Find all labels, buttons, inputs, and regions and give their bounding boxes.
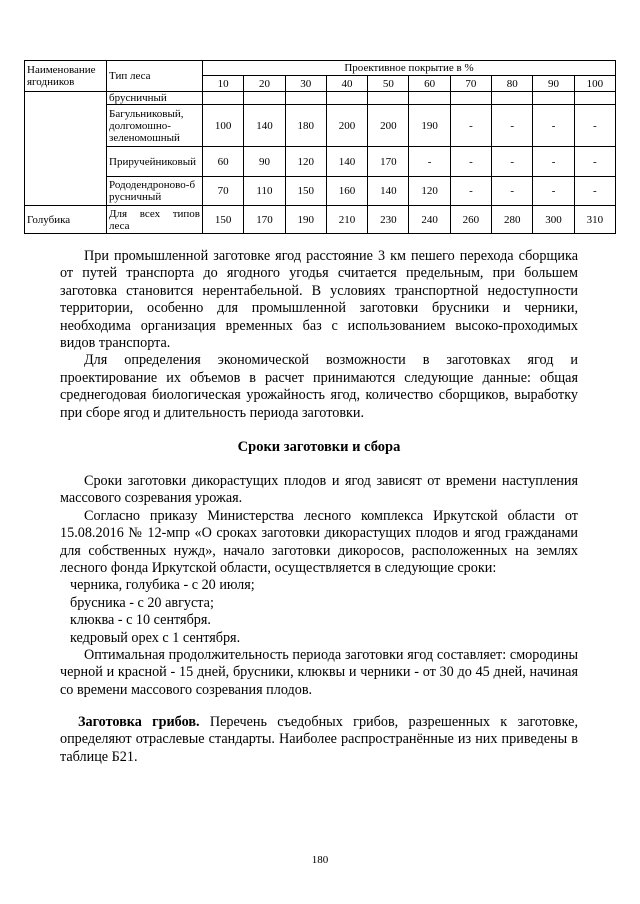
coverage-col: 80 bbox=[492, 76, 533, 92]
row-type: Для всех типов леса bbox=[107, 206, 203, 234]
cell: 300 bbox=[533, 206, 574, 234]
cell: 100 bbox=[203, 105, 244, 147]
cell: 150 bbox=[203, 206, 244, 234]
table-row bbox=[25, 177, 616, 206]
cell: - bbox=[574, 177, 615, 206]
cell bbox=[285, 92, 326, 105]
cell: 200 bbox=[368, 105, 409, 147]
cell: 160 bbox=[326, 177, 367, 206]
text-block-3 bbox=[60, 714, 578, 766]
list-item: брусника - с 20 августа; bbox=[70, 594, 214, 611]
text-block-1 bbox=[60, 248, 578, 422]
cell: - bbox=[533, 105, 574, 147]
list-item: кедровый орех с 1 сентября. bbox=[70, 629, 241, 646]
cell bbox=[492, 92, 533, 105]
cell: - bbox=[492, 177, 533, 206]
cell: 180 bbox=[285, 105, 326, 147]
cell: 70 bbox=[203, 177, 244, 206]
paragraph: Сроки заготовки дикорастущих плодов и ягод зависят от времени наступления массового созревания урожая. bbox=[60, 473, 578, 507]
cell: 170 bbox=[244, 206, 285, 234]
section-heading: Сроки заготовки и сбора bbox=[237, 439, 401, 455]
cell: 140 bbox=[368, 177, 409, 206]
cell: 120 bbox=[285, 147, 326, 177]
table-row bbox=[25, 105, 616, 147]
cell bbox=[203, 92, 244, 105]
coverage-col: 100 bbox=[574, 76, 615, 92]
row-type: Рододендроново-брусничный bbox=[107, 177, 203, 206]
cell bbox=[244, 92, 285, 105]
cell: 170 bbox=[368, 147, 409, 177]
cell: 240 bbox=[409, 206, 450, 234]
cell bbox=[533, 92, 574, 105]
cell: - bbox=[574, 147, 615, 177]
cell: - bbox=[574, 105, 615, 147]
cell: - bbox=[492, 105, 533, 147]
row-type: брусничный bbox=[107, 92, 203, 105]
coverage-col: 60 bbox=[409, 76, 450, 92]
page-number: 180 bbox=[311, 854, 329, 866]
cell: - bbox=[492, 147, 533, 177]
cell: - bbox=[533, 177, 574, 206]
coverage-col: 90 bbox=[533, 76, 574, 92]
coverage-col: 40 bbox=[326, 76, 367, 92]
col-type-header: Тип леса bbox=[107, 61, 203, 92]
cell: 190 bbox=[285, 206, 326, 234]
coverage-col: 20 bbox=[244, 76, 285, 92]
coverage-col: 50 bbox=[368, 76, 409, 92]
row-name: Голубика bbox=[25, 206, 107, 234]
cell: - bbox=[450, 147, 491, 177]
cell: 190 bbox=[409, 105, 450, 147]
list-item: черника, голубика - с 20 июля; bbox=[70, 577, 255, 594]
cell: - bbox=[450, 177, 491, 206]
cell: 140 bbox=[244, 105, 285, 147]
coverage-col: 30 bbox=[285, 76, 326, 92]
col-name-header: Наименование ягодников bbox=[25, 61, 107, 92]
bold-lead: Заготовка грибов. bbox=[78, 714, 200, 730]
cell: 90 bbox=[244, 147, 285, 177]
cell: 310 bbox=[574, 206, 615, 234]
berry-yield-table bbox=[24, 60, 616, 234]
cell: 60 bbox=[203, 147, 244, 177]
cell: 260 bbox=[450, 206, 491, 234]
cell bbox=[574, 92, 615, 105]
table-row bbox=[25, 92, 616, 105]
row-type: Багульниковый, долгомошно-зеленомошный bbox=[107, 105, 203, 147]
table-row bbox=[25, 206, 616, 234]
cell: - bbox=[450, 105, 491, 147]
paragraph: Согласно приказу Министерства лесного комплекса Иркутской области от 15.08.2016 № 12-мпр «О сроках заготовки дикорастущих плодов и ягод гражданами для собственных нужд», начало заготовки дикоросов, расположенных на землях лесного фонда Иркутской области, осуществляется в следующие сроки: bbox=[60, 507, 578, 577]
cell: 140 bbox=[326, 147, 367, 177]
row-type: Приручейниковый bbox=[107, 147, 203, 177]
table-row bbox=[25, 147, 616, 177]
paragraph bbox=[60, 714, 578, 766]
cell bbox=[450, 92, 491, 105]
coverage-col: 70 bbox=[450, 76, 491, 92]
cell: 210 bbox=[326, 206, 367, 234]
cell: 120 bbox=[409, 177, 450, 206]
cell bbox=[368, 92, 409, 105]
coverage-header: Проективное покрытие в % bbox=[203, 61, 616, 76]
cell: 110 bbox=[244, 177, 285, 206]
cell: - bbox=[409, 147, 450, 177]
table-header-row bbox=[25, 61, 616, 76]
cell bbox=[409, 92, 450, 105]
list-item: клюква - с 10 сентября. bbox=[70, 612, 211, 629]
cell: 230 bbox=[368, 206, 409, 234]
cell: 200 bbox=[326, 105, 367, 147]
paragraph: При промышленной заготовке ягод расстояние 3 км пешего перехода сборщика от путей транспорта до ягодного угодья считается предельным, при большем заготовка становится нерентабельной. В условиях транспортной недоступности территории, особенно для промышленной заготовки брусники и черники, необходима организация временных баз с использованием высоко-проходимых видов транспорта. bbox=[60, 248, 578, 352]
cell: 150 bbox=[285, 177, 326, 206]
paragraph: Для определения экономической возможности в заготовках ягод и проектирование их объемов в расчет принимаются следующие данные: общая среднегодовая биологическая урожайность ягод, количество сборщиков, выработку при сборе ягод и длительность периода заготовки. bbox=[60, 352, 578, 421]
cell: - bbox=[533, 147, 574, 177]
row-name bbox=[25, 92, 107, 206]
cell: 280 bbox=[492, 206, 533, 234]
text-block-2 bbox=[60, 473, 578, 699]
coverage-col: 10 bbox=[203, 76, 244, 92]
paragraph-rest: Перечень съедобных грибов, разрешенных к заготовке, определяют отраслевые стандарты. Наиболее распространённые из них приведены в таблице Б21. bbox=[60, 714, 578, 765]
paragraph: Оптимальная продолжительность периода заготовки ягод составляет: смородины черной и красной - 15 дней, брусники, клюквы и черники - от 30 до 45 дней, начиная со времени массового созревания плодов. bbox=[60, 647, 578, 698]
cell bbox=[326, 92, 367, 105]
